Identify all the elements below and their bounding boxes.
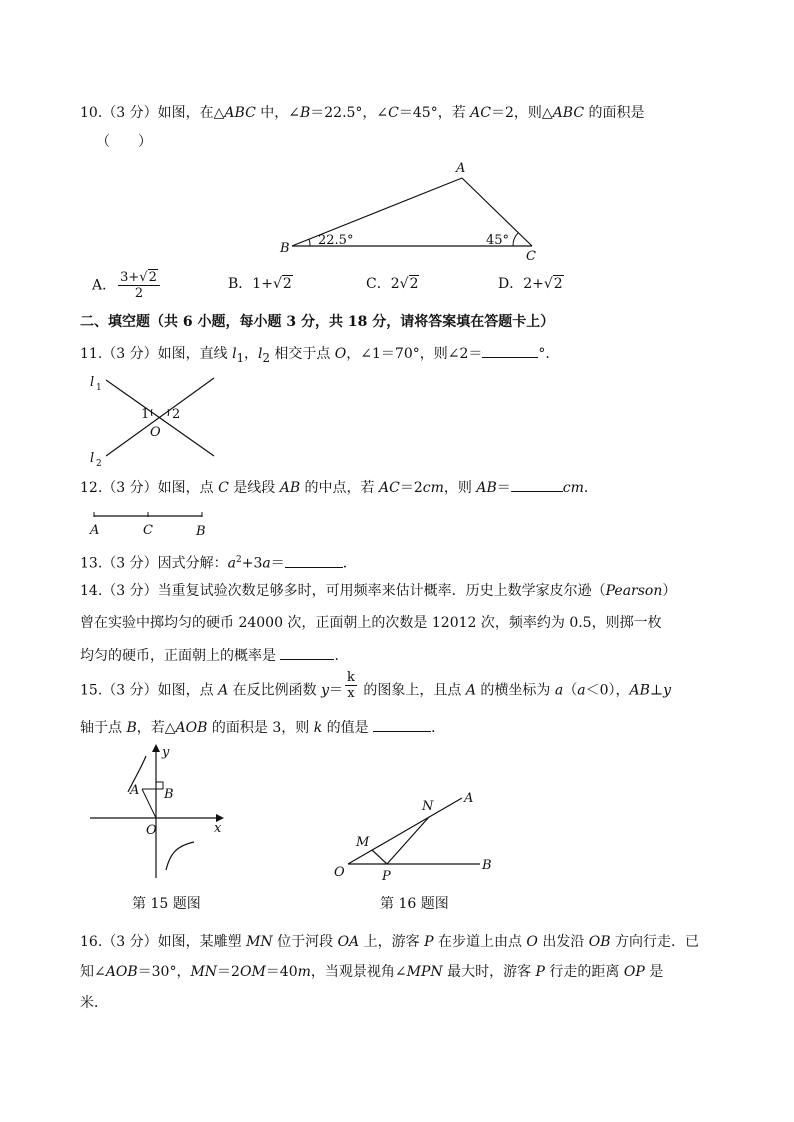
q16-angle-figure xyxy=(330,786,500,886)
q11-angle-2: 2 xyxy=(172,407,181,422)
q10-answer-paren: （ ） xyxy=(96,134,152,150)
q16-caption: 第 16 题图 xyxy=(380,896,449,912)
q11-intersecting-lines-figure xyxy=(86,372,226,468)
q14-line2: 曾在实验中掷均匀的硬币 24000 次，正面朝上的次数是 12012 次，频率约为 0.5，则掷一枚 xyxy=(80,615,662,631)
q15-hyperbola-figure xyxy=(90,742,230,882)
q16-line2: 知∠AOB＝30°，MN＝2OM＝40m，当观景视角∠MPN 最大时，游客 P 行走的距离 OP 是 xyxy=(80,964,664,980)
q10-label-A: A xyxy=(456,161,466,176)
q10-triangle-figure xyxy=(270,158,560,268)
svg-text:A: A xyxy=(130,783,140,798)
q12-segment-figure xyxy=(86,508,216,540)
q14-line1: 14.（3 分）当重复试验次数足够多时，可用频率来估计概率．历史上数学家皮尔逊（Pearson） xyxy=(80,583,677,599)
q10-option-a: A． $\frac{3+√2}{2}$ xyxy=(92,270,162,301)
q10-option-d: D．2+√2 xyxy=(498,276,563,292)
q15-line2: 轴于点 B，若△AOB 的面积是 3，则 k 的值是 ． xyxy=(80,717,445,738)
svg-text:A: A xyxy=(464,791,474,806)
svg-text:N: N xyxy=(422,799,434,814)
q10-angle-c: 45° xyxy=(486,233,510,248)
q10-angle-b: 22.5° xyxy=(318,233,354,248)
q14-answer-blank[interactable] xyxy=(280,645,334,660)
svg-text:y: y xyxy=(162,745,170,760)
q15-line1: 15.（3 分）如图，点 A 在反比例函数 y＝ $\frac{k}{x}$ 的图象上，且点 A 的横坐标为 a（a＜0），AB⊥y xyxy=(80,670,671,701)
svg-text:x: x xyxy=(214,821,222,836)
svg-text:B: B xyxy=(196,524,206,539)
q16-line3: 米． xyxy=(80,995,108,1011)
q13-answer-blank[interactable] xyxy=(285,553,343,568)
svg-text:B: B xyxy=(164,787,174,802)
q12-answer-blank[interactable] xyxy=(511,477,563,492)
svg-text:l: l xyxy=(90,451,95,466)
svg-text:2: 2 xyxy=(96,459,102,469)
svg-text:l: l xyxy=(90,375,95,390)
section-2-title: 二、填空题（共 6 小题，每小题 3 分，共 18 分，请将答案填在答题卡上） xyxy=(80,314,555,330)
q14-line3: 均匀的硬币，正面朝上的概率是 ． xyxy=(80,645,348,666)
svg-text:1: 1 xyxy=(96,383,102,393)
svg-text:C: C xyxy=(143,523,153,538)
svg-text:A: A xyxy=(90,523,100,538)
q10-label-B: B xyxy=(280,241,290,256)
q10-label-C: C xyxy=(526,249,536,264)
svg-text:B: B xyxy=(482,858,492,873)
q15-caption: 第 15 题图 xyxy=(132,896,201,912)
svg-text:P: P xyxy=(382,869,391,884)
q10-option-b: B．1+√2 xyxy=(228,276,292,292)
q10-line1: 10.（3 分）如图，在△ABC 中，∠B＝22.5°，∠C＝45°，若 AC＝2，则△ABC 的面积是 xyxy=(80,105,645,121)
svg-text:O: O xyxy=(146,823,157,838)
svg-text:M: M xyxy=(356,835,370,850)
q15-answer-blank[interactable] xyxy=(373,717,431,732)
svg-text:O: O xyxy=(334,865,345,880)
q13-line1: 13.（3 分）因式分解：$a^2+3a=$ ． xyxy=(80,550,357,574)
q10-option-c: C．2√2 xyxy=(366,276,419,292)
q11-answer-blank[interactable] xyxy=(482,343,538,358)
q11-point-O: O xyxy=(150,425,161,440)
q11-angle-1: 1 xyxy=(141,407,150,422)
q12-line1: 12.（3 分）如图，点 C 是线段 AB 的中点，若 AC＝2cm，则 AB＝ cm． xyxy=(80,477,598,498)
q11-line1: 11.（3 分）如图，直线 $l_1$，$l_2$ 相交于点 O，∠1＝70°，则∠2＝ °． xyxy=(80,343,559,368)
q16-line1: 16.（3 分）如图，某雕塑 MN 位于河段 OA 上，游客 P 在步道上由点 O 出发沿 OB 方向行走．已 xyxy=(80,934,700,950)
